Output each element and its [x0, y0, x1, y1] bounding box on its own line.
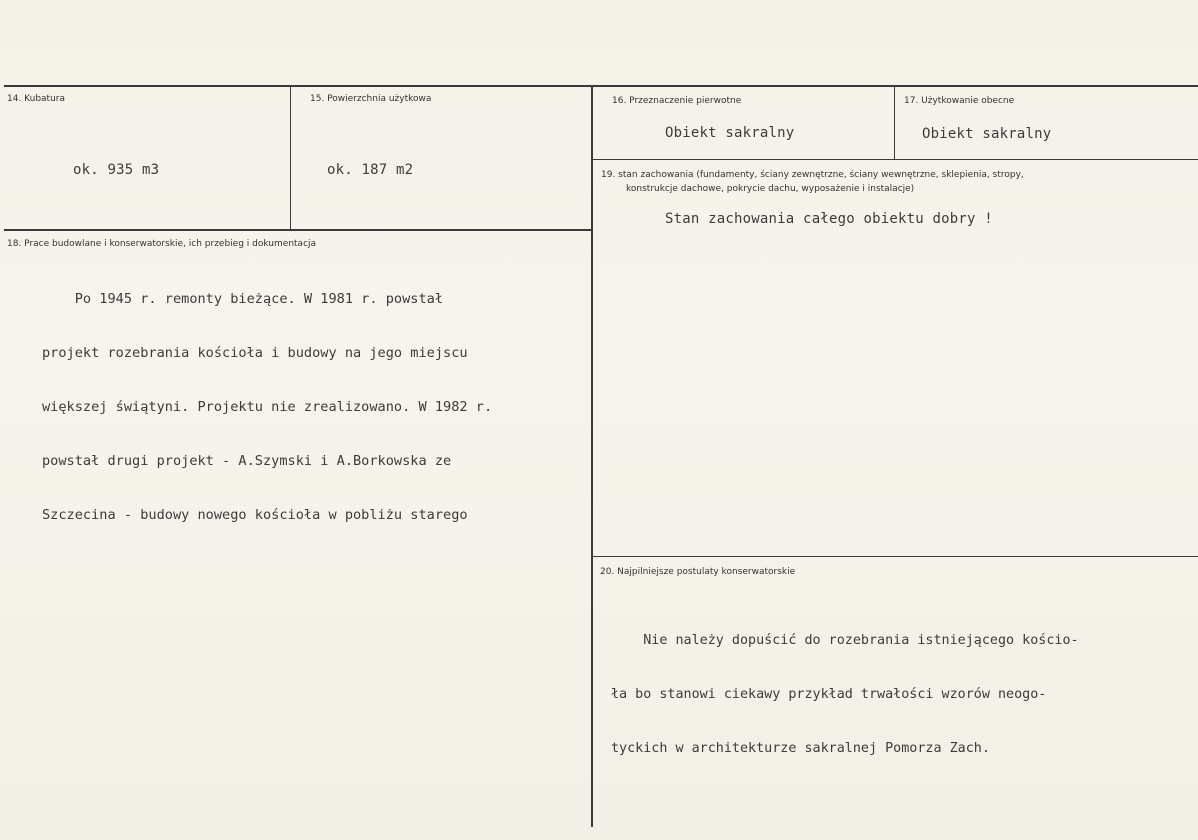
horizontal-divider-left [4, 229, 592, 231]
field-15-label: 15. Powierzchnia użytkowa [310, 94, 432, 104]
field-15-value: ok. 187 m2 [327, 162, 414, 178]
horizontal-divider-right-top [593, 159, 1198, 160]
field-18-label: 18. Prace budowlane i konserwatorskie, ich przebieg i dokumentacja [7, 239, 317, 249]
field-19-value: Stan zachowania całego obiektu dobry ! [665, 211, 993, 227]
field-19-label-line1: 19. stan zachowania (fundamenty, ściany zewnętrzne, ściany wewnętrzne, sklepienia, stropy, [601, 170, 1024, 180]
vertical-divider-right-top [894, 87, 895, 160]
field-20-text [611, 596, 1079, 794]
field-18-line: projekt rozebrania kościoła i budowy na jego miejscu [42, 345, 468, 361]
top-border-line [4, 85, 1198, 87]
field-20-label: 20. Najpilniejsze postulaty konserwatorskie [600, 567, 796, 577]
field-16-value: Obiekt sakralny [665, 125, 795, 141]
vertical-divider-left [290, 87, 291, 229]
field-18-line: większej świątyni. Projektu nie zrealizowano. W 1982 r. [42, 399, 493, 415]
field-14-label: 14. Kubatura [7, 94, 66, 104]
field-16-label: 16. Przeznaczenie pierwotne [612, 96, 742, 106]
field-18-line: Po 1945 r. remonty bieżące. W 1981 r. powstał [42, 291, 444, 307]
field-17-value: Obiekt sakralny [922, 126, 1052, 142]
field-20-line: tyckich w architekturze sakralnej Pomorza Zach. [611, 741, 990, 756]
field-19-label-line2: konstrukcje dachowe, pokrycie dachu, wyposażenie i instalacje) [626, 184, 915, 194]
field-14-value: ok. 935 m3 [73, 162, 160, 178]
field-18-text [42, 254, 492, 560]
horizontal-divider-right-bottom [593, 556, 1198, 557]
field-18-line: powstał drugi projekt - A.Szymski i A.Borkowska ze [42, 453, 452, 469]
field-17-label: 17. Użytkowanie obecne [904, 96, 1015, 106]
field-20-line: Nie należy dopuścić do rozebrania istniejącego kościo- [611, 633, 1079, 648]
field-18-line: Szczecina - budowy nowego kościoła w pobliżu starego [42, 507, 468, 523]
field-20-line: ła bo stanowi ciekawy przykład trwałości wzorów neogo- [611, 687, 1047, 702]
vertical-divider-center [591, 87, 593, 827]
